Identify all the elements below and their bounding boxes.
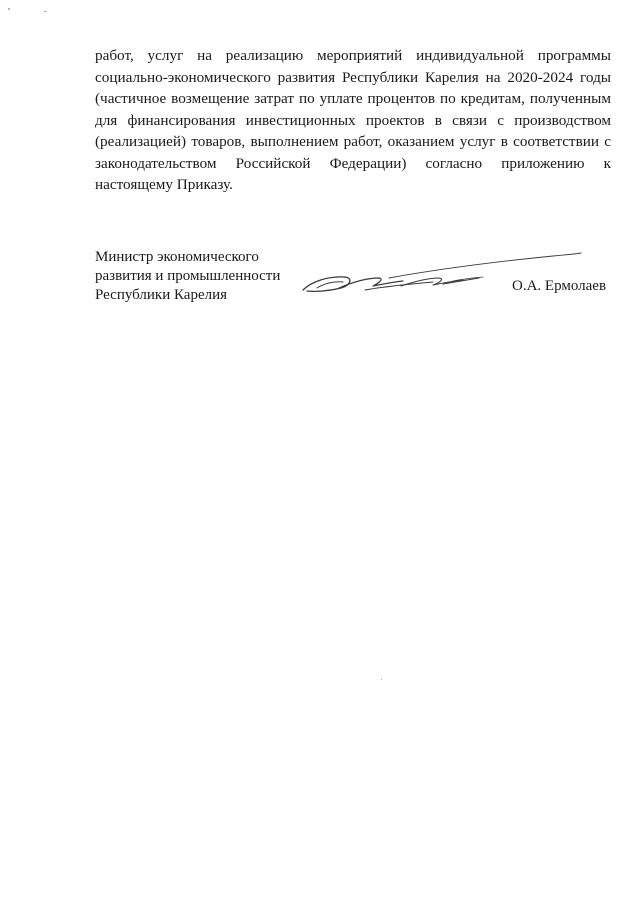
paragraph-line: настоящему Приказу. (95, 176, 233, 193)
scan-mark (44, 11, 47, 12)
signer-title-line: Министр экономического (95, 249, 259, 265)
paragraph-line: (частичное возмещение затрат по уплате процентов по кредитам, полученным (95, 90, 611, 107)
body-paragraph (95, 45, 611, 196)
paragraph-line: работ, услуг на реализацию мероприятий индивидуальной программы (95, 47, 611, 64)
signer-title-line: Республики Карелия (95, 287, 228, 303)
scan-mark (381, 679, 382, 680)
paragraph-line: социально-экономического развития Республики Карелия на 2020-2024 годы (95, 68, 611, 86)
paragraph-line: для финансирования инвестиционных проектов в связи с производством (95, 111, 611, 129)
paragraph-line: (реализацией) товаров, выполнением работ, оказанием услуг в соответствии с (95, 133, 611, 150)
paragraph-line: законодательством Российской Федерации) согласно приложению к (95, 154, 611, 172)
signature-block (95, 248, 615, 308)
signer-title-line: развития и промышленности (95, 268, 281, 284)
scan-mark (8, 8, 10, 10)
signer-title (95, 248, 280, 305)
signer-name: О.А. Ермолаев (512, 278, 607, 294)
